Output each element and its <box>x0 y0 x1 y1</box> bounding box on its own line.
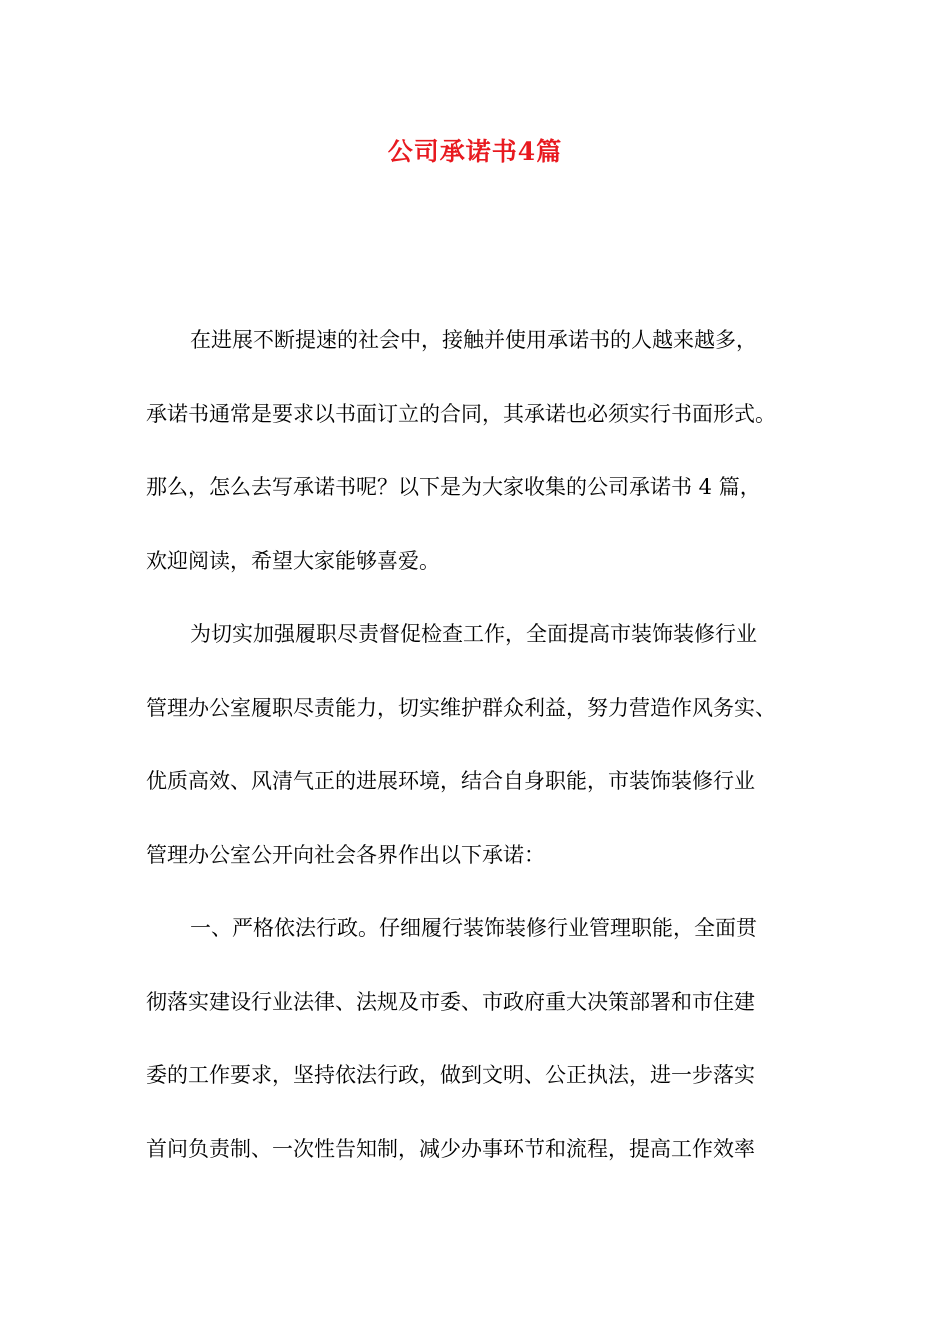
paragraph-line: 管理办公室履职尽责能力，切实维护群众利益，努力营造作风务实、 <box>146 695 776 720</box>
paragraph-line: 为切实加强履职尽责督促检查工作，全面提高市装饰装修行业 <box>190 622 757 646</box>
paragraph-line: 彻落实建设行业法律、法规及市委、市政府重大决策部署和市住建 <box>146 989 755 1014</box>
paragraph-line: 优质高效、风清气正的进展环境，结合自身职能，市装饰装修行业 <box>146 769 755 793</box>
paragraph-line: 承诺书通常是要求以书面订立的合同，其承诺也必须实行书面形式。 <box>146 401 776 426</box>
paragraph-line: 在进展不断提速的社会中，接触并使用承诺书的人越来越多， <box>190 328 757 352</box>
paragraph-line: 首问负责制、一次性告知制，减少办事环节和流程，提高工作效率 <box>146 1136 755 1161</box>
document-title: 公司承诺书4篇 <box>387 137 563 166</box>
paragraph-line: 委的工作要求，坚持依法行政，做到文明、公正执法，进一步落实 <box>146 1063 755 1087</box>
document-body <box>146 318 826 1200</box>
paragraph-line: 一、严格依法行政。仔细履行装饰装修行业管理职能，全面贯 <box>190 916 757 940</box>
paragraph-line: 那么，怎么去写承诺书呢？以下是为大家收集的公司承诺书 4 篇， <box>146 475 761 499</box>
paragraph-line: 管理办公室公开向社会各界作出以下承诺： <box>146 842 545 867</box>
paragraph-line: 欢迎阅读，希望大家能够喜爱。 <box>146 548 440 573</box>
